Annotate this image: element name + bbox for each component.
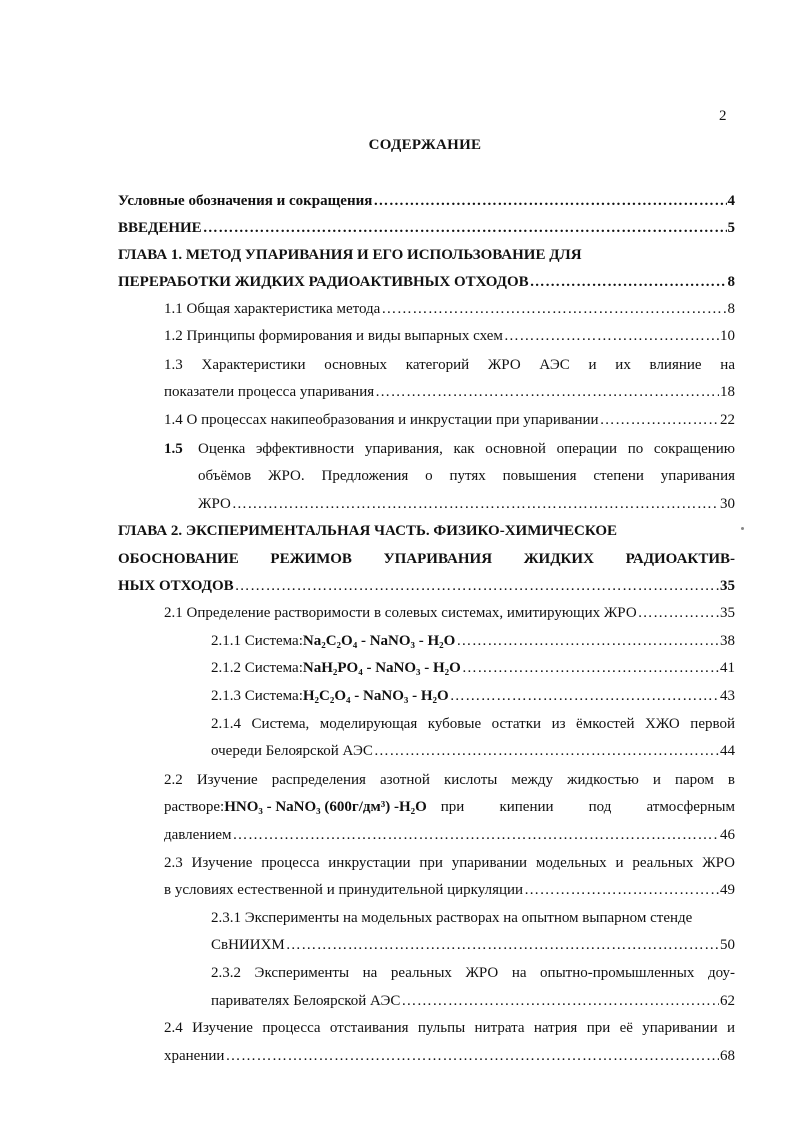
toc-entry-text: ЖРО xyxy=(198,496,231,512)
toc-page-number: 44 xyxy=(720,743,735,759)
dot-leader xyxy=(232,494,719,514)
toc-section-2-2-line-1[interactable]: 2.2 Изучение распределения азотной кислоты между жидкостью и паром в xyxy=(164,772,735,788)
toc-section-2-1[interactable] xyxy=(164,603,735,623)
toc-section-2-1-2[interactable] xyxy=(211,658,735,678)
toc-section-2-1-1[interactable] xyxy=(211,631,735,651)
toc-section-1-4[interactable] xyxy=(164,410,735,430)
toc-page-number: 50 xyxy=(720,937,735,953)
toc-chapter-2-line-1[interactable]: ГЛАВА 2. ЭКСПЕРИМЕНТАЛЬНАЯ ЧАСТЬ. ФИЗИКО-ХИМИЧЕСКОЕ xyxy=(118,523,618,539)
dot-leader xyxy=(450,686,719,706)
toc-section-2-3-1-line-1[interactable]: 2.3.1 Эксперименты на модельных растворах на опытном выпарном стенде xyxy=(211,910,693,926)
toc-chapter-2-line-2[interactable]: ОБОСНОВАНИЕ РЕЖИМОВ УПАРИВАНИЯ ЖИДКИХ РАДИОАКТИВ- xyxy=(118,551,735,567)
toc-section-1-5-line-2[interactable]: объёмов ЖРО. Предложения о путях повышения степени упаривания xyxy=(198,468,735,484)
dot-leader xyxy=(456,631,719,651)
chemical-formula: H₂C₂O₄ - NaNO₃ - H₂O xyxy=(302,688,449,704)
toc-page-number: 62 xyxy=(720,993,735,1009)
toc-section-2-2-line-3[interactable] xyxy=(164,825,735,845)
toc-page-number: 4 xyxy=(727,193,735,209)
toc-section-2-4-line-2[interactable] xyxy=(164,1046,735,1066)
toc-entry-text: ПЕРЕРАБОТКИ ЖИДКИХ РАДИОАКТИВНЫХ ОТХОДОВ xyxy=(118,274,529,290)
toc-section-1-2[interactable] xyxy=(164,326,735,346)
dot-leader xyxy=(235,576,719,596)
toc-entry-text: 1.4 О процессах накипеобразования и инкрустации при упаривании xyxy=(164,412,599,428)
toc-entry-text: при кипении под атмосферным xyxy=(440,799,735,815)
toc-chapter-1-line-2[interactable] xyxy=(118,272,735,292)
toc-page-number: 43 xyxy=(720,688,735,704)
dot-leader xyxy=(225,1046,719,1066)
dot-leader xyxy=(530,272,727,292)
toc-page-number: 68 xyxy=(720,1048,735,1064)
toc-chapter-2-line-3[interactable] xyxy=(118,576,735,596)
toc-entry-text: 2.1.1 Система: xyxy=(211,633,303,649)
dot-leader xyxy=(524,880,719,900)
toc-page-number: 35 xyxy=(720,578,735,594)
dot-leader xyxy=(286,935,719,955)
toc-chapter-1-line-1[interactable]: ГЛАВА 1. МЕТОД УПАРИВАНИЯ И ЕГО ИСПОЛЬЗОВАНИЕ ДЛЯ xyxy=(118,247,582,263)
page-number: 2 xyxy=(719,108,727,124)
dot-leader xyxy=(401,991,719,1011)
dot-leader xyxy=(374,741,719,761)
toc-entry-text: 2.1.3 Система: xyxy=(211,688,303,704)
toc-page-number: 46 xyxy=(720,827,735,843)
dot-leader xyxy=(381,299,726,319)
toc-page-number: 49 xyxy=(720,882,735,898)
toc-section-2-3-2-line-2[interactable] xyxy=(211,991,735,1011)
toc-page-number: 10 xyxy=(720,328,735,344)
dot-leader xyxy=(203,218,727,238)
toc-entry-text: давлением xyxy=(164,827,232,843)
toc-section-1-5-number: 1.5 xyxy=(164,441,183,457)
scan-speck xyxy=(741,527,744,530)
toc-section-1-5-line-1[interactable]: Оценка эффективности упаривания, как основной операции по сокращению xyxy=(198,441,735,457)
toc-entry-text: 1.1 Общая характеристика метода xyxy=(164,301,381,317)
toc-section-2-1-4-line-1[interactable]: 2.1.4 Система, моделирующая кубовые остатки из ёмкостей ХЖО первой xyxy=(211,716,735,732)
chemical-formula: Na₂C₂O₄ - NaNO₃ - H₂O xyxy=(302,633,456,649)
toc-entry-text: 1.2 Принципы формирования и виды выпарных схем xyxy=(164,328,503,344)
toc-entry-abbreviations[interactable] xyxy=(118,191,735,211)
dot-leader xyxy=(600,410,719,430)
chemical-formula: HNO₃ - NaNO₃ (600г/дм³) -H₂O xyxy=(224,799,427,815)
toc-page-number: 18 xyxy=(720,384,735,400)
toc-page-number: 38 xyxy=(720,633,735,649)
toc-entry-text: очереди Белоярской АЭС xyxy=(211,743,373,759)
toc-page-number: 35 xyxy=(720,605,735,621)
toc-section-2-3-2-line-1[interactable]: 2.3.2 Эксперименты на реальных ЖРО на опытно-промышленных доу- xyxy=(211,965,735,981)
toc-page-number: 30 xyxy=(720,496,735,512)
toc-entry-introduction[interactable] xyxy=(118,218,735,238)
toc-page-number: 22 xyxy=(720,412,735,428)
toc-section-2-3-line-2[interactable] xyxy=(164,880,735,900)
toc-section-1-1[interactable] xyxy=(164,299,735,319)
dot-leader xyxy=(233,825,719,845)
toc-section-1-3-line-1[interactable]: 1.3 Характеристики основных категорий ЖРО АЭС и их влияние на xyxy=(164,357,735,373)
toc-page-number: 8 xyxy=(727,301,735,317)
dot-leader xyxy=(375,382,719,402)
toc-page-number: 5 xyxy=(727,220,735,236)
page-title: СОДЕРЖАНИЕ xyxy=(368,137,482,153)
toc-section-2-1-4-line-2[interactable] xyxy=(211,741,735,761)
toc-page-number: 8 xyxy=(727,274,735,290)
toc-section-1-5-line-3[interactable] xyxy=(198,494,735,514)
toc-entry-text: 2.1.2 Система: xyxy=(211,660,303,676)
toc-entry-text: показатели процесса упаривания xyxy=(164,384,375,400)
toc-entry-text: паривателях Белоярской АЭС xyxy=(211,993,401,1009)
toc-entry-text: растворе: xyxy=(164,799,225,815)
toc-section-2-2-line-2[interactable] xyxy=(164,797,735,817)
toc-section-2-3-1-line-2[interactable] xyxy=(211,935,735,955)
toc-entry-text: СвНИИХМ xyxy=(211,937,285,953)
toc-entry-text: в условиях естественной и принудительной циркуляции xyxy=(164,882,524,898)
toc-section-2-1-3[interactable] xyxy=(211,686,735,706)
toc-entry-text: хранении xyxy=(164,1048,225,1064)
dot-leader xyxy=(638,603,719,623)
toc-entry-text: Условные обозначения и сокращения xyxy=(118,193,373,209)
dot-leader xyxy=(462,658,719,678)
toc-entry-text: 2.1 Определение растворимости в солевых системах, имитирующих ЖРО xyxy=(164,605,637,621)
dot-leader xyxy=(504,326,719,346)
dot-leader xyxy=(373,191,726,211)
toc-section-2-3-line-1[interactable]: 2.3 Изучение процесса инкрустации при упаривании модельных и реальных ЖРО xyxy=(164,855,735,871)
toc-section-1-3-line-2[interactable] xyxy=(164,382,735,402)
toc-entry-text: НЫХ ОТХОДОВ xyxy=(118,578,234,594)
toc-section-2-4-line-1[interactable]: 2.4 Изучение процесса отстаивания пульпы нитрата натрия при её упаривании и xyxy=(164,1020,735,1036)
toc-page-number: 41 xyxy=(720,660,735,676)
toc-entry-text: ВВЕДЕНИЕ xyxy=(118,220,202,236)
chemical-formula: NaH₂PO₄ - NaNO₃ - H₂O xyxy=(302,660,461,676)
